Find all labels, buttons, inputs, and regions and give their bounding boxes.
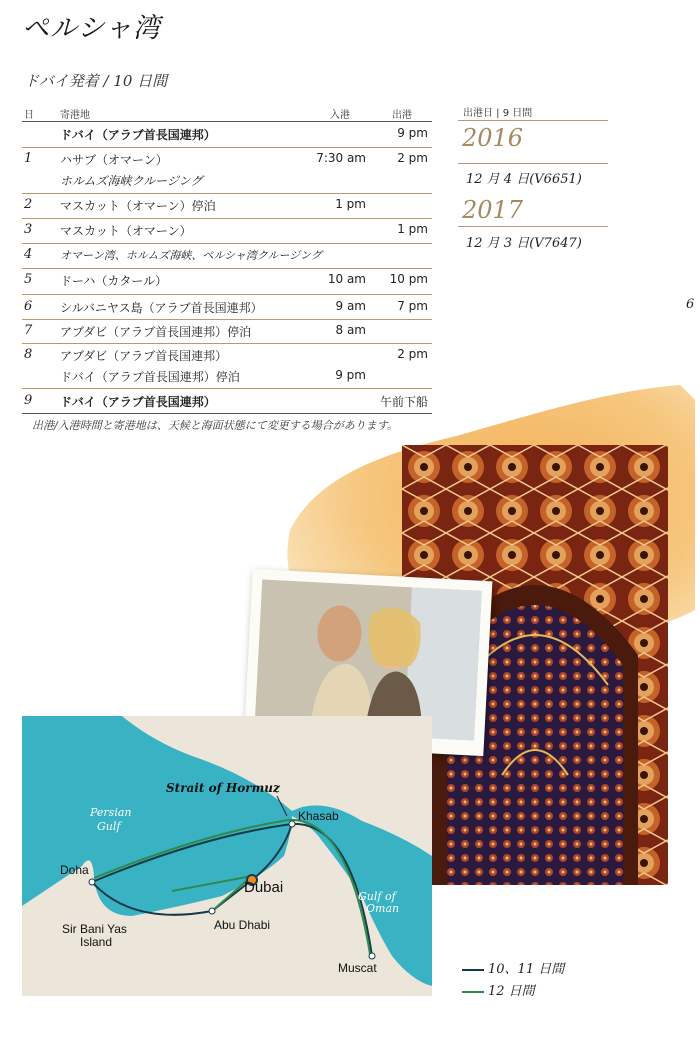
- page-number: 6: [686, 297, 695, 312]
- legend-swatch: [462, 969, 484, 971]
- muscat-label: Muscat: [338, 961, 377, 975]
- gulf-oman-label: Gulf of: [358, 890, 396, 903]
- header-day: 日: [24, 110, 34, 121]
- header-port: 寄港地: [60, 110, 90, 121]
- header-arrive: 入港: [330, 110, 350, 121]
- departure-header: 出港日 | 9 日間: [463, 108, 533, 119]
- route-map: [22, 716, 432, 996]
- doha-marker: [89, 879, 95, 885]
- departure-date: 12 月 3 日(V7647): [466, 236, 582, 251]
- legend-item: 12 日間: [462, 980, 535, 999]
- page-title: ペルシャ湾: [22, 13, 161, 44]
- abu-dhabi-label: Abu Dhabi: [214, 918, 271, 932]
- abu-dhabi-marker: [209, 908, 215, 914]
- legend-item: 10、11 日間: [462, 958, 564, 977]
- khasab-marker: [289, 821, 295, 827]
- schedule-note: 出港/入港時間と寄港地は、天候と海面状態にて変更する場合があります。: [32, 419, 398, 432]
- table-top-rule: [22, 121, 432, 122]
- dubai-label: Dubai: [244, 879, 284, 896]
- sir-bani-yas-label: Island: [80, 935, 113, 949]
- gulf-oman-label: Oman: [366, 902, 400, 915]
- persian-gulf-label: Gulf: [97, 820, 121, 833]
- muscat-marker: [369, 953, 375, 959]
- year-2016: 2016: [462, 124, 524, 152]
- khasab-label: Khasab: [298, 809, 339, 823]
- legend-swatch: [462, 991, 484, 993]
- year-2017: 2017: [462, 196, 524, 224]
- sir-bani-yas-label: Sir Bani Yas: [62, 922, 127, 936]
- persian-gulf-label: Persian: [90, 806, 132, 819]
- doha-label: Doha: [60, 863, 89, 877]
- header-depart: 出港: [392, 110, 412, 121]
- itinerary-subtitle: ドバイ発着 / 10 日間: [24, 72, 168, 90]
- departure-date: 12 月 4 日(V6651): [466, 172, 582, 187]
- strait-label: Strait of Hormuz: [166, 781, 280, 795]
